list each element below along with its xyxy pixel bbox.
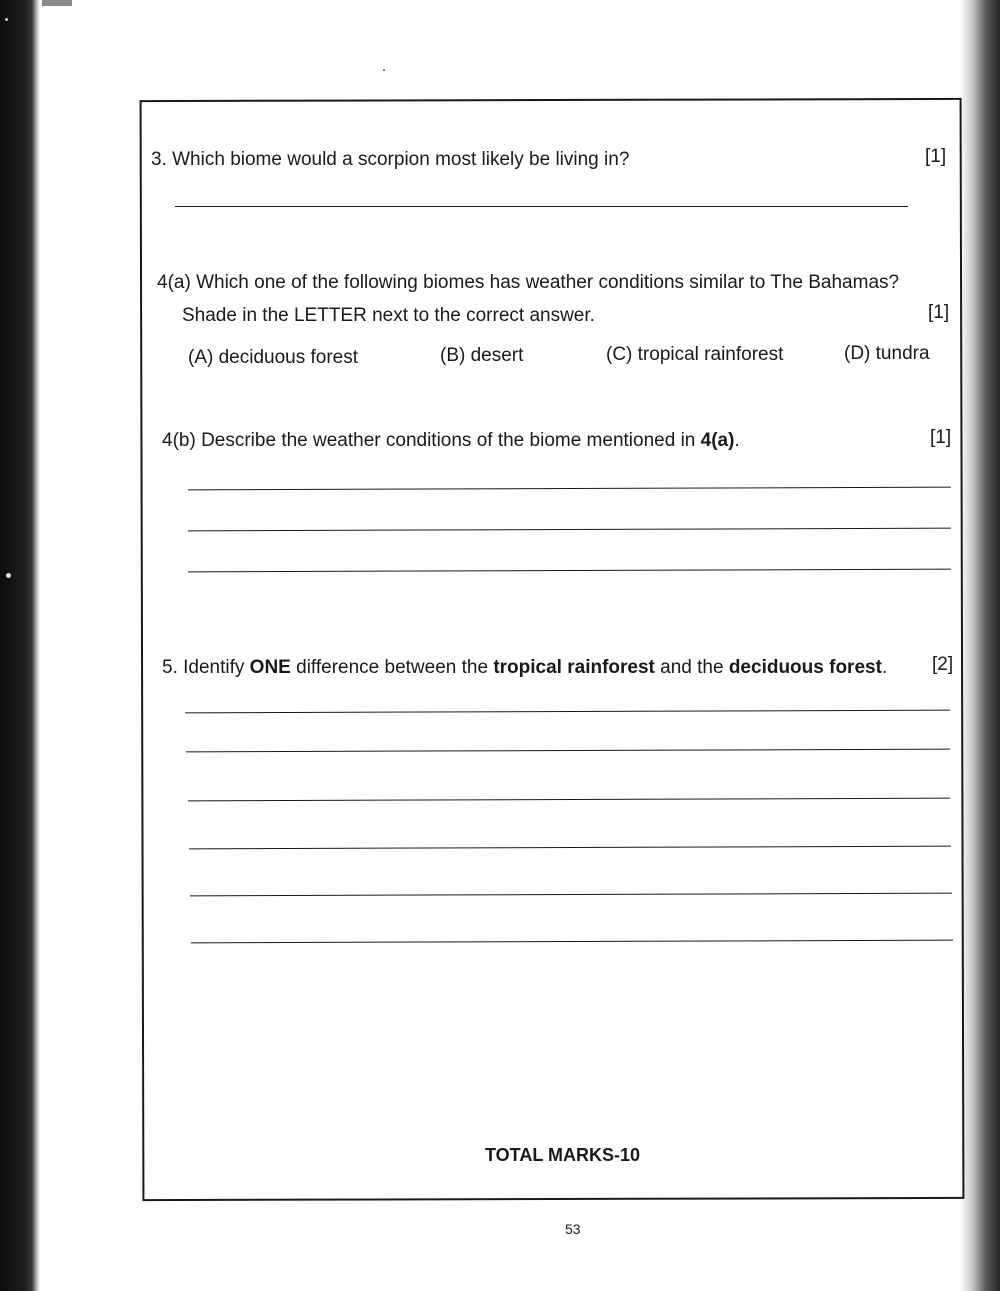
q4b-text — [162, 431, 740, 450]
q4b-reference: 4(a) — [700, 430, 735, 451]
q5-part: 5. Identify — [162, 657, 250, 678]
page-number: 53 — [565, 1221, 581, 1237]
q5-text — [162, 658, 887, 677]
scan-speck — [6, 573, 11, 578]
q4b-marks: [1] — [930, 427, 952, 448]
q4a-question: 4(a) Which one of the following biomes has weather conditions similar to The Bahamas? — [157, 272, 900, 293]
q5-marks: [2] — [932, 654, 954, 675]
q4a-marks: [1] — [928, 302, 950, 323]
q4a-option-a[interactable]: (A) deciduous forest — [188, 347, 359, 368]
q5-part: and the — [654, 657, 729, 678]
q4b-suffix: . — [734, 430, 740, 451]
q4a-instruction: Shade in the LETTER next to the correct answer. — [182, 305, 595, 326]
q3-answer-line[interactable] — [175, 206, 908, 207]
total-marks: TOTAL MARKS-10 — [485, 1145, 641, 1165]
scan-speck — [383, 69, 385, 71]
q3-marks: [1] — [925, 146, 947, 167]
q5-part: . — [881, 657, 888, 678]
scan-left-edge — [0, 0, 40, 1291]
scan-speck — [5, 18, 8, 21]
q5-bold-one: ONE — [249, 657, 291, 678]
q5-bold-deciduous: deciduous forest — [728, 657, 882, 678]
q4a-option-c[interactable]: (C) tropical rainforest — [606, 344, 784, 365]
q5-bold-rainforest: tropical rainforest — [493, 657, 655, 678]
q4a-option-d[interactable]: (D) tundra — [844, 343, 930, 364]
q4b-prefix: 4(b) Describe the weather conditions of the biome mentioned in — [162, 430, 701, 451]
q4a-option-b[interactable]: (B) desert — [440, 345, 524, 366]
q5-part: difference between the — [290, 657, 494, 678]
q3-text: 3. Which biome would a scorpion most likely be living in? — [151, 149, 630, 170]
question-frame — [140, 98, 965, 1201]
scan-top-mark — [42, 0, 72, 6]
scan-right-edge — [960, 0, 1000, 1291]
